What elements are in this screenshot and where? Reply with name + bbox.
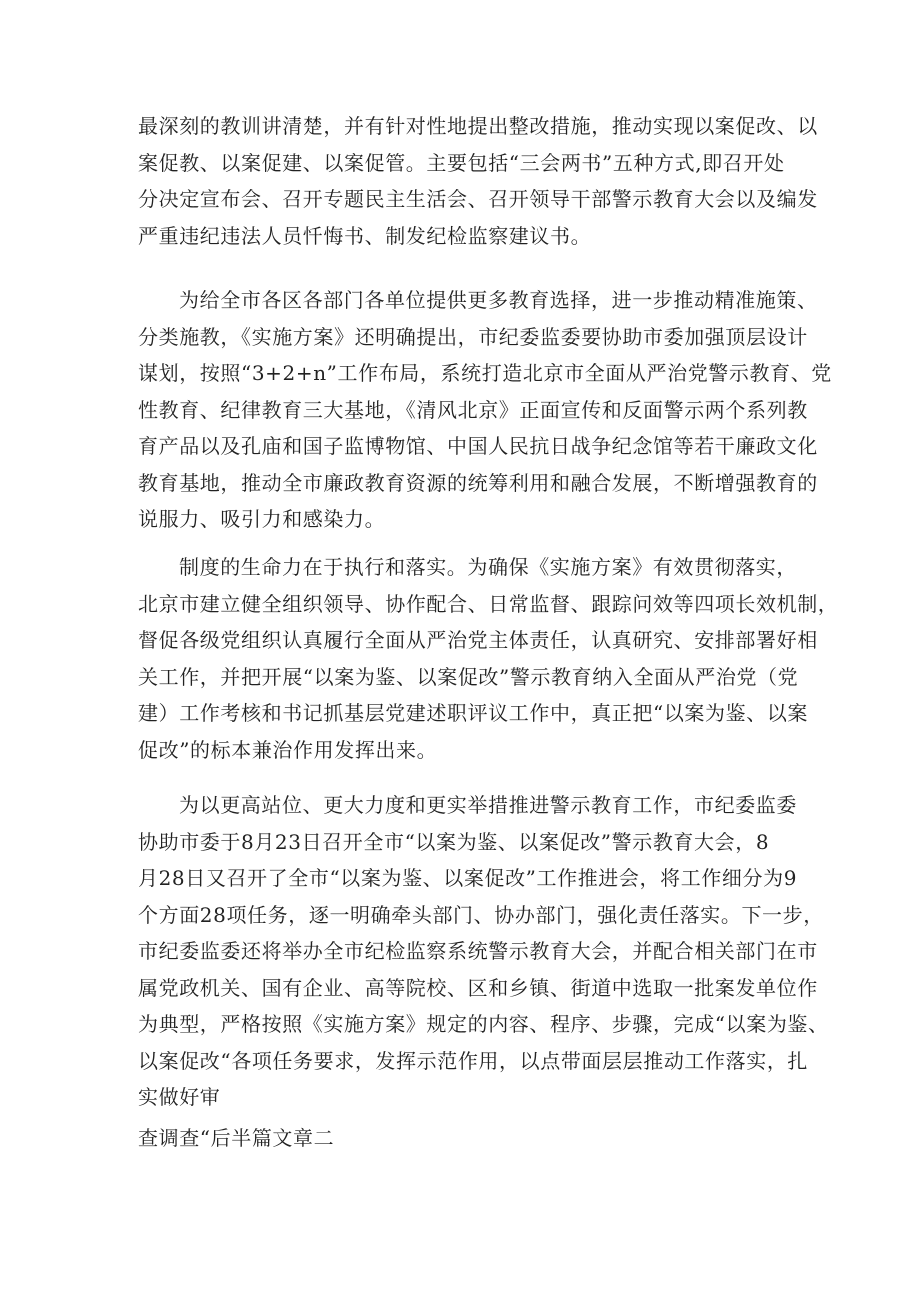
text-line: 关工作，并把开展“以案为鉴、以案促改”警示教育纳入全面从严治党（党 [138,664,799,689]
paragraph-1 [138,108,818,254]
text-line: 教育基地，推动全市廉政教育资源的统筹利用和融合发展，不断增强教育的 [138,470,818,495]
text-line: 促改”的标本兼治作用发挥出来。 [138,737,438,762]
text-line: 以案促改“各项任务要求，发挥示范作用，以点带面层层推动工作落实，扎 [138,1048,809,1073]
text-line: 为给全市各区各部门各单位提供更多教育选择，进一步推动精准施策、 [179,288,818,312]
text-line: 北京市建立健全组织领导、协作配合、日常监督、跟踪问效等四项长效机制， [138,591,839,616]
text-line: 个方面28项任务，逐一明确牵头部门、协办部门，强化责任落实。下一步， [138,902,824,927]
text-line: 查调查“后半篇文章二 [138,1126,335,1150]
text-line: 属党政机关、国有企业、高等院校、区和乡镇、街道中选取一批案发单位作 [138,975,818,1000]
text-line: 为典型，严格按照《实施方案》规定的内容、程序、步骤，完成“以案为鉴、 [138,1012,829,1036]
text-line: 育产品以及孔庙和国子监博物馆、中国人民抗日战争纪念馆等若干廉政文化 [138,434,818,458]
text-line: 为以更高站位、更大力度和更实举措推进警示教育工作，市纪委监委 [179,793,797,817]
text-line: 案促教、以案促建、以案促管。主要包括“三会两书”五种方式,即召开处 [138,150,785,175]
text-line: 建）工作考核和书记抓基层党建述职评议工作中，真正把“以案为鉴、以案 [138,701,809,725]
text-line: 协助市委于8月23日召开全市“以案为鉴、以案促改”警示教育大会，8 [138,829,770,854]
text-line: 严重违纪违法人员忏悔书、制发纪检监察建议书。 [138,223,592,248]
text-line: 分类施教，《实施方案》还明确提出，市纪委监委要协助市委加强顶层设计 [138,324,808,349]
text-line: 性教育、纪律教育三大基地，《清风北京》正面宣传和反面警示两个系列教 [138,397,808,422]
text-line: 最深刻的教训讲清楚，并有针对性地提出整改措施，推动实现以案促改、以 [138,114,818,138]
text-line: 月28日又召开了全市“以案为鉴、以案促改”工作推进会，将工作细分为9 [138,866,798,890]
text-line: 说服力、吸引力和感染力。 [138,507,386,531]
paragraph-4 [138,787,829,1116]
text-line: 谋划，按照“3+2+n”工作布局，系统打造北京市全面从严治党警示教育、党 [138,361,832,385]
text-line: 督促各级党组织认真履行全面从严治党主体责任，认真研究、安排部署好相 [138,628,818,652]
text-line: 市纪委监委还将举办全市纪检监察系统警示教育大会，并配合相关部门在市 [138,939,818,963]
paragraph-5 [138,1120,786,1157]
paragraph-3 [138,549,839,768]
text-line: 分决定宣布会、召开专题民主生活会、召开领导干部警示教育大会以及编发 [138,187,818,211]
paragraph-2 [138,282,832,538]
text-line: 实做好审 [138,1085,221,1109]
text-line: 制度的生命力在于执行和落实。为确保《实施方案》有效贯彻落实， [179,555,797,579]
